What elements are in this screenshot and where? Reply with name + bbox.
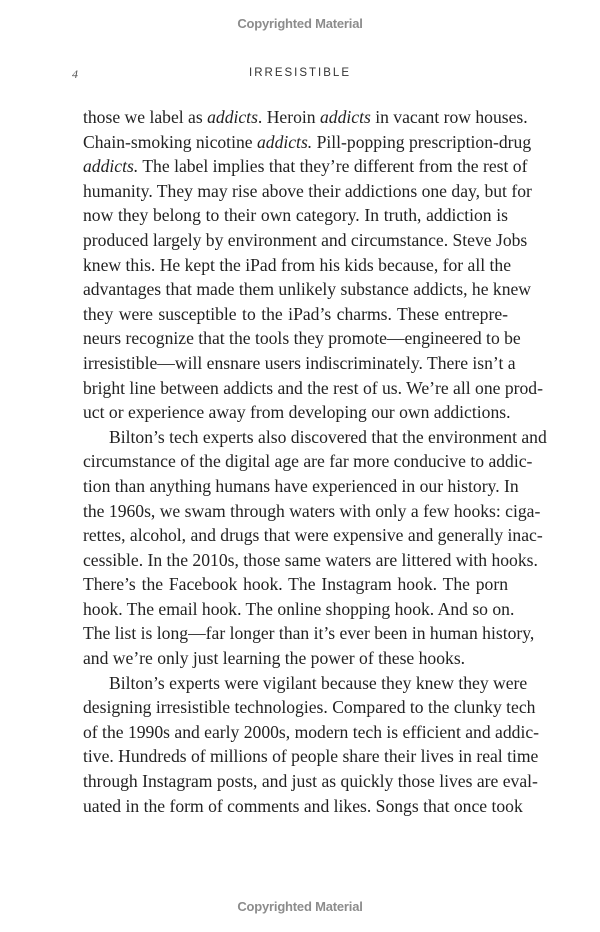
paragraph <box>83 105 543 425</box>
text-segment: through Instagram posts, and just as quickly those lives are eval- <box>83 771 538 792</box>
text-segment: uated in the form of comments and likes. Songs that once took <box>83 795 523 816</box>
paragraph <box>83 425 547 671</box>
text-segment: and we’re only just learning the power of these hooks. <box>83 648 466 669</box>
text-segment: those we label as <box>83 107 208 127</box>
text-segment: The list is long—far longer than it’s ever been in human history, <box>83 623 535 644</box>
text-line <box>83 572 508 597</box>
body-text <box>83 105 547 818</box>
text-segment: of the 1990s and early 2000s, modern tech is efficient and addic- <box>83 721 539 742</box>
text-line <box>83 376 543 401</box>
text-line <box>83 523 543 548</box>
text-line <box>83 253 512 278</box>
text-line <box>83 277 532 302</box>
text-line <box>83 597 515 622</box>
copyright-watermark-bottom: Copyrighted Material <box>237 899 363 914</box>
text-segment: hook. The email hook. The online shopping hook. And so on. <box>83 598 515 619</box>
text-line <box>83 425 547 450</box>
text-line <box>83 720 539 745</box>
text-line <box>83 449 533 474</box>
text-line <box>83 744 539 769</box>
text-segment: rettes, alcohol, and drugs that were expensive and generally inac- <box>83 525 543 546</box>
text-line <box>83 695 536 720</box>
text-segment: bright line between addicts and the rest of us. We’re all one prod- <box>83 377 543 398</box>
running-head-title: IRRESISTIBLE <box>249 67 351 79</box>
text-line <box>83 351 516 376</box>
text-line <box>83 769 538 794</box>
paragraph <box>83 671 539 819</box>
text-segment: designing irresistible technologies. Compared to the clunky tech <box>83 697 536 718</box>
text-segment: tive. Hundreds of millions of people share their lives in real time <box>83 746 539 767</box>
italic-text: addicts. <box>83 156 139 177</box>
text-line <box>83 228 528 253</box>
text-line <box>83 499 541 524</box>
text-segment: tion than anything humans have experienced in our history. In <box>83 475 519 496</box>
text-segment: cessible. In the 2010s, those same waters are littered with hooks. <box>83 549 538 570</box>
text-segment: now they belong to their own category. In truth, addiction is <box>83 205 508 226</box>
text-segment: produced largely by environment and circumstance. Steve Jobs <box>83 229 528 250</box>
text-segment: uct or experience away from developing our own addictions. <box>83 402 511 423</box>
text-line <box>83 548 538 573</box>
text-line <box>83 474 519 499</box>
text-line <box>83 179 532 204</box>
text-segment: Pill-popping prescription-drug <box>312 131 532 152</box>
text-segment: advantages that made them unlikely substance addicts, he knew <box>83 279 532 300</box>
text-line <box>83 794 523 819</box>
page-number: 4 <box>72 67 78 81</box>
text-line <box>83 400 511 425</box>
italic-text: addicts. <box>256 131 313 152</box>
italic-text: addicts <box>319 107 371 127</box>
text-segment: circumstance of the digital age are far more conducive to addic- <box>83 451 533 472</box>
text-segment: . Heroin <box>257 107 320 127</box>
text-line <box>83 105 528 130</box>
text-segment: knew this. He kept the iPad from his kids because, for all the <box>83 254 512 275</box>
text-line <box>83 203 508 228</box>
text-line <box>83 154 528 179</box>
text-line <box>83 621 535 646</box>
text-line <box>83 302 508 327</box>
text-segment: the 1960s, we swam through waters with only a few hooks: ciga- <box>83 500 541 521</box>
text-segment: they were susceptible to the iPad’s charms. These entrepre- <box>83 303 508 324</box>
text-segment: Bilton’s experts were vigilant because they knew they were <box>109 672 528 693</box>
italic-text: addicts <box>207 107 258 127</box>
text-line <box>83 326 521 351</box>
text-segment: There’s the Facebook hook. The Instagram hook. The porn <box>83 574 508 595</box>
text-segment: neurs recognize that the tools they promote—engineered to be <box>83 328 521 349</box>
text-line <box>83 671 528 696</box>
text-segment: in vacant row houses. <box>370 107 528 127</box>
text-segment: The label implies that they’re different from the rest of <box>138 156 528 177</box>
text-line <box>83 130 532 155</box>
text-segment: Chain-smoking nicotine <box>83 131 257 152</box>
copyright-watermark-top: Copyrighted Material <box>237 16 363 31</box>
text-segment: irresistible—will ensnare users indiscriminately. There isn’t a <box>83 352 516 373</box>
text-segment: Bilton’s tech experts also discovered that the environment and <box>109 426 547 447</box>
text-line <box>83 646 508 671</box>
text-segment: humanity. They may rise above their addictions one day, but for <box>83 180 532 201</box>
